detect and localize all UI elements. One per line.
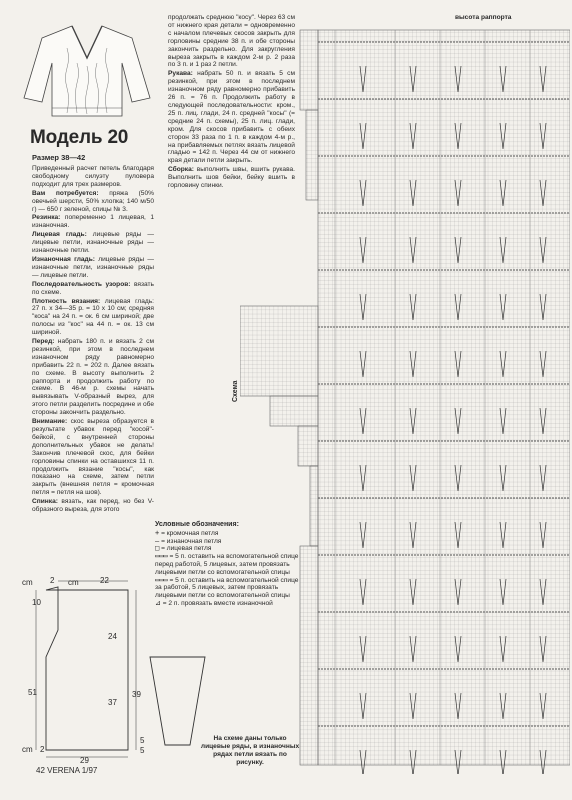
- schema-label: Схема: [232, 380, 239, 402]
- dim-label: 24: [108, 632, 117, 641]
- chart-note: На схеме даны только лицевые ряды, в изнаночных рядах петли вязать по рисунку.: [200, 735, 300, 766]
- paragraph: Лицевая гладь: лицевые ряды — лицевые петли, изнаночные ряды — изнаночные петли.: [32, 231, 154, 255]
- chart-step-grid: [310, 466, 318, 546]
- dim-label: 37: [108, 698, 117, 707]
- dim-label: 39: [132, 690, 141, 699]
- dim-label: 5: [140, 736, 145, 745]
- dim-label: cm: [22, 745, 33, 754]
- repeat-height-label: высота раппорта: [455, 14, 512, 21]
- paragraph: Внимание: скос выреза образуется в результате убавок перед "косой"-бейкой, с внутренней стороны дополнительных убавок не делать! Закончив плечевой скос, для бейки горловины спинки на оставшихся 11 п. продолжить вязание "косы", как показано на схеме, затем петли закрыть (внешняя петля = кромочная петля = петля на шов).: [32, 418, 154, 497]
- paragraph: Приведенный расчет петель благодаря свободному силуэту пуловера подходит для трех размеров.: [32, 165, 154, 188]
- chart-step-grid: [240, 306, 318, 396]
- model-title: Модель 20: [30, 127, 129, 148]
- paragraph: Перед: набрать 180 п. и вязать 2 см резинкой, при этом в последнем изнаночном ряду равномерно прибавить 22 п. = 202 п. Далее вязать по схеме. В высоту выполнить 2 раппорта и продолжить работу по схеме. В 46-м р. схемы начать вывязывать V-образный вырез, для этого петли разделить посредине и обе стороны закончить раздельно.: [32, 338, 154, 417]
- dim-label: cm: [68, 578, 79, 587]
- dim-label: 51: [28, 688, 37, 697]
- dim-label: 2: [50, 576, 55, 585]
- dim-label: cm: [22, 578, 33, 587]
- dim-label: 5: [140, 746, 145, 755]
- knitting-chart: [240, 24, 570, 774]
- paragraph: Рукава: набрать 50 п. и вязать 5 см резинкой, при этом в последнем изнаночном ряду равномерно прибавить 26 п. = 76 п. Продолжить работу в следующей последовательности: кром., 25 п. лиц. глади, 24 п. средней "косы" (= средние 24 п. схемы), 25 п. лиц. глади, кром. Для скосов прибавить с обеих сторон 33 раза по 1 п. в каждом 4-м р., на прибавляемых петлях вязать лицевой гладью = 142 п. Через 44 см от нижнего края детали петли закрыть.: [168, 70, 295, 165]
- instructions-column-1: [32, 165, 154, 515]
- paragraph: Плотность вязания: лицевая гладь: 27 п. x 34—35 р. = 10 x 10 см; средняя "коса" на 24 п. = ок. 6 см шириной; две полосы из "кос" на 44 п. = ок. 13 см шириной.: [32, 297, 154, 337]
- legend-item: □ = лицевая петля: [155, 544, 212, 553]
- dim-label: 29: [80, 756, 89, 765]
- legend-item: + = кромочная петля: [155, 528, 219, 537]
- paragraph: Сборка: выполнить швы, вшить рукава. Выполнить шов бейки, бейку вшить в горловину спинки.: [168, 166, 295, 190]
- chart-step-grid: [298, 426, 318, 466]
- chart-step-grid: [270, 396, 318, 426]
- sleeve-schematic: [145, 645, 215, 755]
- chart-main-grid: [318, 30, 570, 765]
- legend-heading: Условные обозначения:: [155, 521, 239, 528]
- size-line: Размер 38—42: [32, 153, 86, 162]
- paragraph: Спинка: вязать, как перед, но без V-образного выреза, для этого: [32, 498, 154, 514]
- legend-item: – = изнаночная петля: [155, 536, 222, 545]
- legend-item: ▭▭▭ = 5 п. оставить на вспомогательной спице за работой, 5 лицевых, затем провязать лицевыми петли со вспомогательной спицы: [155, 575, 299, 600]
- dim-label: 10: [32, 598, 41, 607]
- paragraph: Резинка: попеременно 1 лицевая, 1 изнаночная.: [32, 214, 154, 230]
- sweater-illustration: [22, 18, 152, 118]
- paragraph: продолжать среднюю "косу". Через 63 см от нижнего края детали = одновременно с началом плечевых скосов закрыть для горловины средние 38 п. и обе стороны закончить раздельно. Для закругления выреза закрыть в каждом 2-м р. 2 раза по 3 п. и 1 раз 2 петли.: [168, 14, 295, 69]
- page-footer: 42 VERENA 1/97: [36, 766, 98, 775]
- paragraph: Изнаночная гладь: лицевые ряды — изнаночные петли, изнаночные ряды — лицевые петли.: [32, 255, 154, 279]
- paragraph: Последовательность узоров: вязать по схеме.: [32, 280, 154, 296]
- dim-label: 22: [100, 576, 109, 585]
- legend-item: ⊿ = 2 п. провязать вместе изнаночной: [155, 598, 273, 607]
- chart-step-grid: [300, 30, 318, 110]
- dim-label: 2: [40, 745, 45, 754]
- paragraph: Вам потребуется: пряжа (50% овечьей шерсти, 50% хлопка; 140 м/50 г) — 650 г зеленой, спицы № 3.: [32, 189, 154, 213]
- chart-step-grid: [306, 110, 318, 200]
- legend-item: ▭▭▭ = 5 п. оставить на вспомогательной спице перед работой, 5 лицевых, затем провязать лицевыми петли со вспомогательной спицы: [155, 552, 299, 576]
